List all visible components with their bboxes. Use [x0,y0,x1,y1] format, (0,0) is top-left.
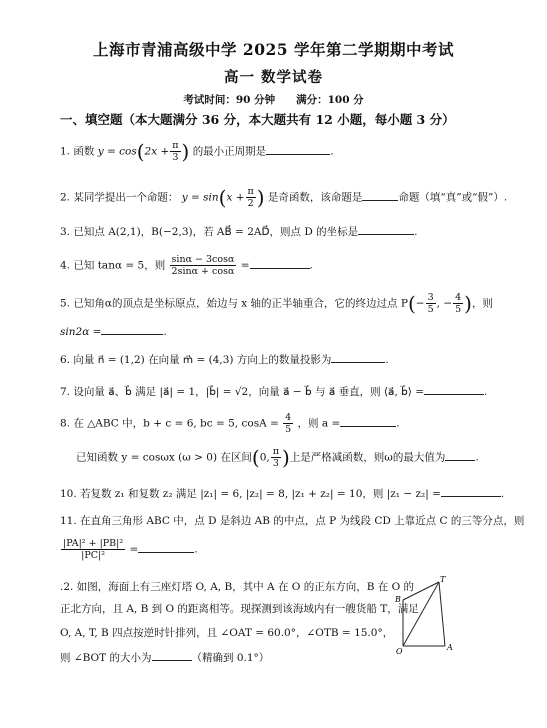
question-12-line4 [60,650,269,665]
question-number: .2. [60,581,74,593]
question-number: 11. [60,515,77,527]
question-4: 4. 已知 tanα = 5，则 $\frac{\sin\alpha - 3\cos\alpha}{2\sin\alpha + \cos\alpha}$ = . [60,254,313,277]
label-b: B [395,595,401,604]
question-text: 已知函数 y = cosωx (ω > 0) 在区间 [76,451,252,464]
answer-blank[interactable] [152,650,192,661]
question-11 [60,514,524,528]
fraction: $\frac{4}{5}$ [455,292,462,315]
question-text: 已知角α的顶点是坐标原点，始边与 x 轴的正半轴重合，它的终边过点 P [73,297,408,310]
answer-blank[interactable] [101,324,163,335]
question-12-line3 [60,626,393,640]
section-heading: 一、填空题（本大题满分 36 分，本大题共有 12 小题，每小题 3 分） [60,112,455,127]
answer-blank[interactable] [362,190,398,201]
question-text: O, A, T, B 四点按逆时针排列，且 ∠OAT = 60.0°，∠OTB = 15.0°， [60,627,394,639]
question-number: 1. [60,145,71,158]
formula: y = cos [97,145,137,158]
question-text: ，则 a = [297,417,341,430]
question-number: 8. [60,417,71,430]
fraction: $\frac{\text{|PA|² + |PB|²}}{\text{|PC|²}}$ [63,538,124,561]
question-12-line2 [60,602,419,616]
formula: 0, [259,451,270,464]
question-text: 某同学提出一个命题： [73,191,179,204]
exam-subtitle: 高一 数学试卷 [223,69,324,86]
question-text: 已知 tanα = 5，则 [73,259,166,272]
lighthouse-diagram [395,576,465,656]
label-a: A [447,643,453,652]
answer-blank[interactable] [331,352,385,363]
label-t: T [440,576,446,584]
exam-meta: 考试时间：90 分钟 满分：100 分 [183,94,364,106]
answer-blank[interactable] [424,384,484,395]
question-text: 则 ∠BOT 的大小为 [60,652,152,664]
question-3: 3. 已知点 A(2,1)，B(−2,3)，若 AB⃗ = 2AD⃗，则点 D 的坐标是 . [60,226,418,238]
question-8: 8. 在 △ABC 中，b + c = 6, bc = 5, cosA = $\frac{4}{5}$ ，则 a = . [60,412,400,435]
question-text: 已知点 A(2,1)，B(−2,3)，若 AB⃗ = 2AD⃗，则点 D 的坐标是 [73,226,359,238]
question-text: 上是严格减函数，则ω的最大值为 [289,451,446,464]
answer-blank[interactable] [266,144,330,155]
fraction: $\frac{4}{5}$ [285,412,292,435]
question-text: 在直角三角形 ABC 中，点 D 是斜边 AB 的中点，点 P 为线段 CD 上靠近点 C 的三等分点，则 [80,515,525,527]
line-at [439,582,445,646]
formula: 2x + [144,145,170,158]
formula: y = sin [181,191,219,204]
question-text: 若复数 z₁ 和复数 z₂ 满足 |z₁| = 6, |z₂| = 8, |z₁ + z₂| = 10，则 |z₁ − z₂| = [80,488,441,500]
answer-blank[interactable] [340,416,396,427]
question-number: 4. [60,259,71,272]
answer-blank[interactable] [250,258,310,269]
fraction: $\frac{\sin\alpha - 3\cos\alpha}{2\sin\alpha + \cos\alpha}$ [171,254,235,277]
question-5: 5. 已知角α的顶点是坐标原点，始边与 x 轴的正半轴重合，它的终边过点 P(− $\frac{3}{5}$ , − $\frac{4}{5}$ )，则 [60,291,493,316]
line-ot [403,582,439,646]
question-text: 如图，海面上有三座灯塔 O, A, B，其中 A 在 O 的正东方向，B 在 O 的 [76,581,415,593]
answer-blank[interactable] [138,542,194,553]
answer-blank[interactable] [358,224,414,235]
question-number: 2. [60,191,71,204]
question-9: 已知函数 y = cosωx (ω > 0) 在区间(0, $\frac{\pi}{3}$ )上是严格减函数，则ω的最大值为 . [76,445,479,470]
question-5-line2: sin2α = . [60,326,167,338]
answer-blank[interactable] [445,450,475,461]
question-12 [60,580,414,594]
fraction: $\frac{\pi}{3}$ [272,446,279,469]
question-number: 5. [60,297,71,310]
question-text: 设向量 a⃗、b⃗ 满足 |a⃗| = 1，|b⃗| = √2，向量 a⃗ − b⃗ 与 a⃗ 垂直，则 ⟨a⃗, b⃗⟩ = [73,386,425,398]
question-number: 3. [60,226,71,238]
answer-blank[interactable] [441,486,501,497]
question-text: 的最小正周期是 [192,145,267,158]
question-7: 7. 设向量 a⃗、b⃗ 满足 |a⃗| = 1，|b⃗| = √2，向量 a⃗ − b⃗ 与 a⃗ 垂直，则 ⟨a⃗, b⃗⟩ = . [60,386,488,398]
question-text: 向量 n⃗ = (1,2) 在向量 m⃗ = (4,3) 方向上的数量投影为 [73,354,332,366]
question-text: = [240,259,250,272]
label-o: O [396,647,403,656]
question-11-line2: $\frac{\text{|PA|² + |PB|²}}{\text{|PC|²}}$ = . [63,538,198,561]
question-text: = [129,543,139,556]
question-text: （精确到 0.1°） [191,652,270,664]
question-10: 10. 若复数 z₁ 和复数 z₂ 满足 |z₁| = 6, |z₂| = 8, |z₁ + z₂| = 10，则 |z₁ − z₂| = . [60,488,505,500]
fraction: $\frac{\pi}{3}$ [172,140,179,163]
fraction: $\frac{3}{5}$ [427,292,434,315]
formula: x + [226,191,245,204]
question-text: ，则 [471,297,493,310]
exam-title: 上海市青浦高级中学 2025 学年第二学期期中考试 [93,40,454,59]
question-text: 函数 [73,145,95,158]
fraction: $\frac{\pi}{2}$ [247,186,254,209]
question-text: 命题（填“真”或“假”）. [398,191,508,204]
question-number: 6. [60,354,71,366]
question-2: 2. 某同学提出一个命题： y = sin(x + $\frac{\pi}{2}$ ) 是奇函数，该命题是 命题（填“真”或“假”）. [60,185,508,210]
question-number: 10. [60,488,77,500]
question-text: 是奇函数，该命题是 [267,191,363,204]
question-text: 正北方向，且 A, B 到 O 的距离相等。现探测到该海域内有一艘货船 T，满足 [60,603,419,615]
question-text: 在 △ABC 中，b + c = 6, bc = 5, cosA = [73,417,279,430]
question-6: 6. 向量 n⃗ = (1,2) 在向量 m⃗ = (4,3) 方向上的数量投影为 . [60,354,389,366]
formula: sin2α = [60,326,102,338]
question-1: 1. 函数 y = cos(2x + $\frac{\pi}{3}$ ) 的最小正周期是 . [60,139,334,164]
question-number: 7. [60,386,71,398]
